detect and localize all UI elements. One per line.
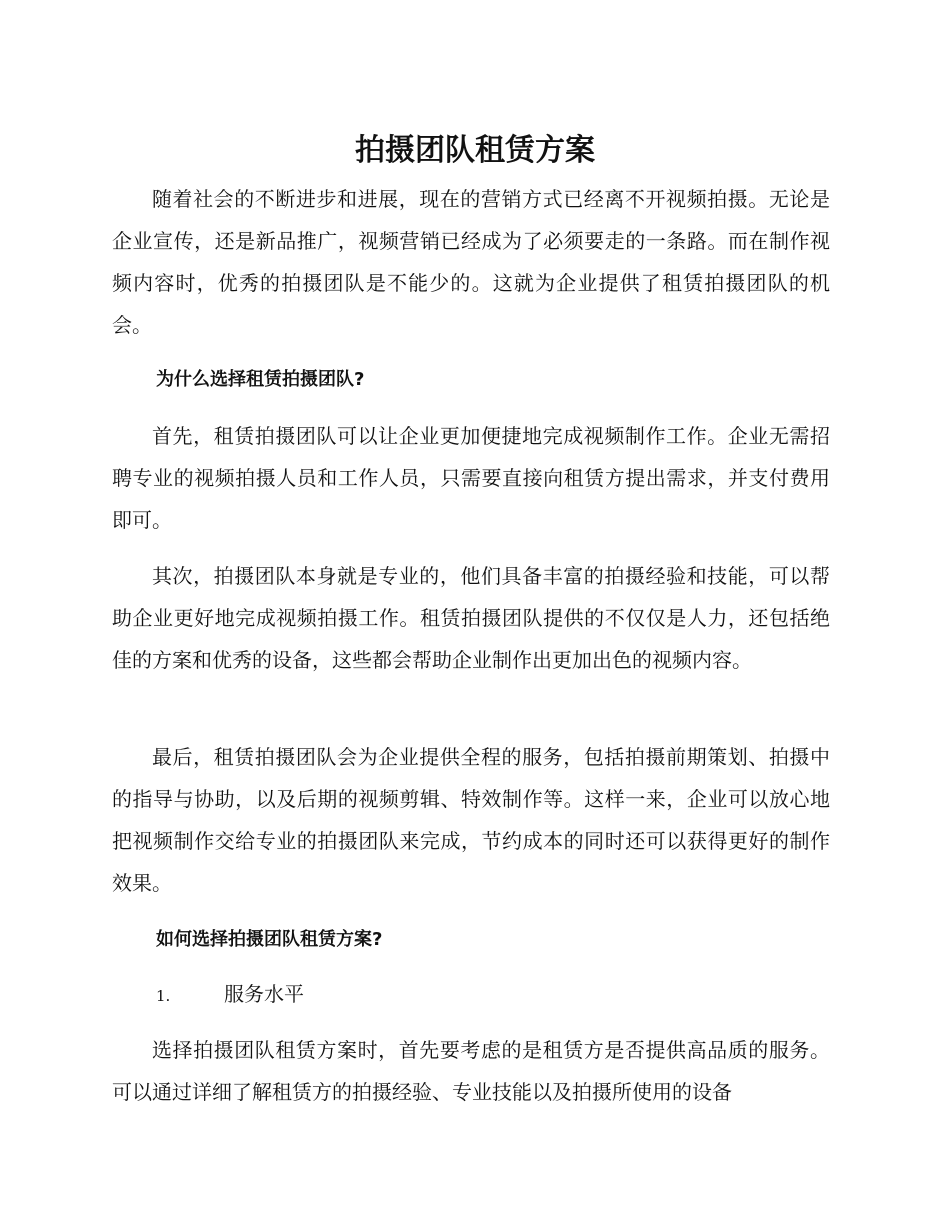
page-title: 拍摄团队租赁方案 xyxy=(355,133,595,168)
list-item-label: 服务水平 xyxy=(224,982,304,1006)
intro-paragraph: 随着社会的不断进步和进展，现在的营销方式已经离不开视频拍摄。无论是企业宣传，还是新品推广，视频营销已经成为了必须要走的一条路。而在制作视频内容时，优秀的拍摄团队是不能少的。这就为企业提供了租赁拍摄团队的机会。 xyxy=(112,187,830,337)
list-item-service-level xyxy=(156,979,304,1011)
paragraph-second-reason: 其次，拍摄团队本身就是专业的，他们具备丰富的拍摄经验和技能，可以帮助企业更好地完成视频拍摄工作。租赁拍摄团队提供的不仅仅是人力，还包括绝佳的方案和优秀的设备，这些都会帮助企业制作出更加出色的视频内容。 xyxy=(112,564,830,672)
paragraph-third-reason: 最后，租赁拍摄团队会为企业提供全程的服务，包括拍摄前期策划、拍摄中的指导与协助，以及后期的视频剪辑、特效制作等。这样一来，企业可以放心地把视频制作交给专业的拍摄团队来完成，节约成本的同时还可以获得更好的制作效果。 xyxy=(112,745,830,895)
paragraph-first-reason: 首先，租赁拍摄团队可以让企业更加便捷地完成视频制作工作。企业无需招聘专业的视频拍摄人员和工作人员，只需要直接向租赁方提出需求，并支付费用即可。 xyxy=(112,424,830,532)
list-item-number: 1. xyxy=(156,987,171,1005)
paragraph-service-level: 选择拍摄团队租赁方案时，首先要考虑的是租赁方是否提供高品质的服务。可以通过详细了解租赁方的拍摄经验、专业技能以及拍摄所使用的设备 xyxy=(112,1038,830,1104)
section-heading-why: 为什么选择租赁拍摄团队? xyxy=(156,369,365,390)
section-heading-how: 如何选择拍摄团队租赁方案? xyxy=(156,929,383,950)
